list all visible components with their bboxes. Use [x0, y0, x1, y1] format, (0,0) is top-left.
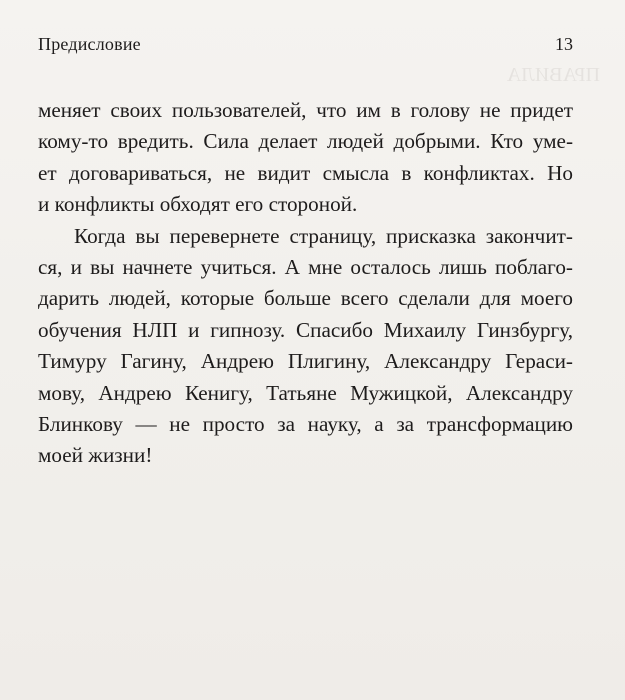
page-number: 13	[555, 34, 573, 54]
text-line: мову, Андрею Кенигу, Татьяне Мужицкой, Александру	[38, 380, 573, 405]
paragraph-first-line: Когда вы перевернете страницу, присказка закончит-	[74, 223, 573, 248]
text-line: кому-то вредить. Сила делает людей добрыми. Кто уме-	[38, 129, 573, 154]
text-line: ся, и вы начнете учиться. А мне осталось лишь поблаго-	[38, 254, 573, 279]
text-line: ет договариваться, не видит смысла в конфликтах. Но	[38, 160, 573, 185]
running-head: Предисловие	[38, 34, 141, 54]
show-through-top: ПРАВИЛА	[506, 64, 600, 86]
text-line: и конфликты обходят его стороной.	[38, 192, 358, 217]
text-line: Блинкову — не просто за науку, а за трансформацию	[38, 411, 573, 436]
text-line: моей жизни!	[38, 443, 153, 468]
body-text	[38, 95, 573, 472]
text-line: меняет своих пользователей, что им в голову не придет	[38, 98, 573, 122]
text-line: Тимуру Гагину, Андрею Плигину, Александру Гераси-	[38, 349, 573, 374]
text-line: обучения НЛП и гипнозу. Спасибо Михаилу Гинзбургу,	[38, 317, 573, 342]
text-line: дарить людей, которые больше всего сделали для моего	[38, 286, 573, 311]
